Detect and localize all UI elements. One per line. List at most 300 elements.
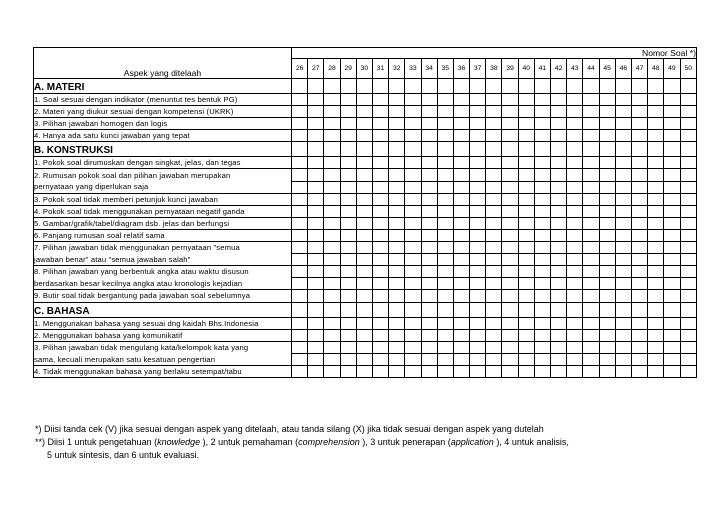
check-cell[interactable] — [356, 118, 372, 130]
check-cell[interactable] — [680, 302, 696, 317]
check-cell[interactable] — [680, 290, 696, 302]
check-cell[interactable] — [389, 242, 405, 254]
check-cell[interactable] — [292, 79, 308, 94]
check-cell[interactable] — [631, 254, 647, 266]
check-cell[interactable] — [680, 365, 696, 377]
check-cell[interactable] — [389, 205, 405, 217]
check-cell[interactable] — [372, 157, 388, 169]
check-cell[interactable] — [631, 242, 647, 254]
check-cell[interactable] — [437, 242, 453, 254]
check-cell[interactable] — [372, 278, 388, 290]
check-cell[interactable] — [502, 329, 518, 341]
check-cell[interactable] — [356, 169, 372, 181]
check-cell[interactable] — [648, 365, 664, 377]
check-cell[interactable] — [664, 278, 680, 290]
check-cell[interactable] — [631, 118, 647, 130]
check-cell[interactable] — [599, 254, 615, 266]
check-cell[interactable] — [470, 266, 486, 278]
check-cell[interactable] — [356, 217, 372, 229]
check-cell[interactable] — [405, 130, 421, 142]
check-cell[interactable] — [389, 229, 405, 241]
check-cell[interactable] — [502, 242, 518, 254]
check-cell[interactable] — [340, 317, 356, 329]
check-cell[interactable] — [648, 193, 664, 205]
check-cell[interactable] — [631, 290, 647, 302]
check-cell[interactable] — [631, 266, 647, 278]
check-cell[interactable] — [292, 118, 308, 130]
check-cell[interactable] — [356, 106, 372, 118]
check-cell[interactable] — [470, 254, 486, 266]
check-cell[interactable] — [421, 79, 437, 94]
check-cell[interactable] — [599, 317, 615, 329]
check-cell[interactable] — [324, 130, 340, 142]
check-cell[interactable] — [405, 290, 421, 302]
check-cell[interactable] — [583, 130, 599, 142]
check-cell[interactable] — [631, 278, 647, 290]
check-cell[interactable] — [648, 106, 664, 118]
check-cell[interactable] — [583, 365, 599, 377]
check-cell[interactable] — [599, 169, 615, 181]
check-cell[interactable] — [648, 266, 664, 278]
check-cell[interactable] — [453, 79, 469, 94]
check-cell[interactable] — [308, 278, 324, 290]
check-cell[interactable] — [502, 353, 518, 365]
check-cell[interactable] — [356, 341, 372, 353]
check-cell[interactable] — [664, 142, 680, 157]
check-cell[interactable] — [437, 142, 453, 157]
check-cell[interactable] — [324, 302, 340, 317]
check-cell[interactable] — [389, 106, 405, 118]
check-cell[interactable] — [372, 181, 388, 193]
check-cell[interactable] — [324, 118, 340, 130]
check-cell[interactable] — [599, 106, 615, 118]
check-cell[interactable] — [583, 142, 599, 157]
check-cell[interactable] — [518, 130, 534, 142]
check-cell[interactable] — [534, 302, 550, 317]
check-cell[interactable] — [551, 169, 567, 181]
check-cell[interactable] — [437, 217, 453, 229]
check-cell[interactable] — [518, 79, 534, 94]
check-cell[interactable] — [389, 266, 405, 278]
check-cell[interactable] — [308, 142, 324, 157]
check-cell[interactable] — [502, 205, 518, 217]
check-cell[interactable] — [518, 329, 534, 341]
check-cell[interactable] — [470, 169, 486, 181]
check-cell[interactable] — [389, 193, 405, 205]
check-cell[interactable] — [615, 94, 631, 106]
check-cell[interactable] — [308, 229, 324, 241]
check-cell[interactable] — [583, 79, 599, 94]
check-cell[interactable] — [615, 242, 631, 254]
check-cell[interactable] — [340, 142, 356, 157]
check-cell[interactable] — [453, 118, 469, 130]
check-cell[interactable] — [470, 157, 486, 169]
check-cell[interactable] — [421, 130, 437, 142]
check-cell[interactable] — [453, 329, 469, 341]
check-cell[interactable] — [324, 106, 340, 118]
check-cell[interactable] — [470, 94, 486, 106]
check-cell[interactable] — [664, 157, 680, 169]
check-cell[interactable] — [486, 205, 502, 217]
check-cell[interactable] — [453, 169, 469, 181]
check-cell[interactable] — [405, 142, 421, 157]
check-cell[interactable] — [486, 118, 502, 130]
check-cell[interactable] — [421, 341, 437, 353]
check-cell[interactable] — [599, 242, 615, 254]
check-cell[interactable] — [551, 229, 567, 241]
check-cell[interactable] — [518, 290, 534, 302]
check-cell[interactable] — [340, 94, 356, 106]
check-cell[interactable] — [470, 341, 486, 353]
check-cell[interactable] — [324, 278, 340, 290]
check-cell[interactable] — [534, 94, 550, 106]
check-cell[interactable] — [615, 254, 631, 266]
check-cell[interactable] — [534, 290, 550, 302]
check-cell[interactable] — [502, 130, 518, 142]
check-cell[interactable] — [453, 365, 469, 377]
check-cell[interactable] — [421, 290, 437, 302]
check-cell[interactable] — [308, 242, 324, 254]
check-cell[interactable] — [680, 217, 696, 229]
check-cell[interactable] — [502, 94, 518, 106]
check-cell[interactable] — [534, 329, 550, 341]
check-cell[interactable] — [648, 181, 664, 193]
check-cell[interactable] — [292, 193, 308, 205]
check-cell[interactable] — [664, 217, 680, 229]
check-cell[interactable] — [583, 278, 599, 290]
check-cell[interactable] — [389, 169, 405, 181]
check-cell[interactable] — [308, 94, 324, 106]
check-cell[interactable] — [421, 302, 437, 317]
check-cell[interactable] — [405, 278, 421, 290]
check-cell[interactable] — [615, 341, 631, 353]
check-cell[interactable] — [664, 193, 680, 205]
check-cell[interactable] — [292, 278, 308, 290]
check-cell[interactable] — [437, 317, 453, 329]
check-cell[interactable] — [534, 266, 550, 278]
check-cell[interactable] — [615, 157, 631, 169]
check-cell[interactable] — [551, 353, 567, 365]
check-cell[interactable] — [308, 266, 324, 278]
check-cell[interactable] — [664, 365, 680, 377]
check-cell[interactable] — [453, 290, 469, 302]
check-cell[interactable] — [421, 193, 437, 205]
check-cell[interactable] — [389, 329, 405, 341]
check-cell[interactable] — [389, 302, 405, 317]
check-cell[interactable] — [372, 266, 388, 278]
check-cell[interactable] — [340, 169, 356, 181]
check-cell[interactable] — [356, 254, 372, 266]
check-cell[interactable] — [405, 229, 421, 241]
check-cell[interactable] — [664, 317, 680, 329]
check-cell[interactable] — [583, 290, 599, 302]
check-cell[interactable] — [599, 290, 615, 302]
check-cell[interactable] — [421, 217, 437, 229]
check-cell[interactable] — [308, 157, 324, 169]
check-cell[interactable] — [680, 94, 696, 106]
check-cell[interactable] — [664, 290, 680, 302]
check-cell[interactable] — [470, 278, 486, 290]
check-cell[interactable] — [518, 217, 534, 229]
check-cell[interactable] — [615, 217, 631, 229]
check-cell[interactable] — [292, 106, 308, 118]
check-cell[interactable] — [308, 341, 324, 353]
check-cell[interactable] — [551, 181, 567, 193]
check-cell[interactable] — [405, 106, 421, 118]
check-cell[interactable] — [389, 365, 405, 377]
check-cell[interactable] — [389, 79, 405, 94]
check-cell[interactable] — [437, 181, 453, 193]
check-cell[interactable] — [664, 79, 680, 94]
check-cell[interactable] — [648, 329, 664, 341]
check-cell[interactable] — [372, 229, 388, 241]
check-cell[interactable] — [470, 130, 486, 142]
check-cell[interactable] — [518, 341, 534, 353]
check-cell[interactable] — [486, 157, 502, 169]
check-cell[interactable] — [599, 130, 615, 142]
check-cell[interactable] — [534, 254, 550, 266]
check-cell[interactable] — [324, 217, 340, 229]
check-cell[interactable] — [551, 242, 567, 254]
check-cell[interactable] — [551, 94, 567, 106]
check-cell[interactable] — [583, 205, 599, 217]
check-cell[interactable] — [292, 130, 308, 142]
check-cell[interactable] — [648, 142, 664, 157]
check-cell[interactable] — [421, 353, 437, 365]
check-cell[interactable] — [599, 365, 615, 377]
check-cell[interactable] — [567, 181, 583, 193]
check-cell[interactable] — [599, 94, 615, 106]
check-cell[interactable] — [486, 79, 502, 94]
check-cell[interactable] — [518, 157, 534, 169]
check-cell[interactable] — [599, 157, 615, 169]
check-cell[interactable] — [292, 317, 308, 329]
check-cell[interactable] — [470, 302, 486, 317]
check-cell[interactable] — [308, 79, 324, 94]
check-cell[interactable] — [340, 229, 356, 241]
check-cell[interactable] — [486, 365, 502, 377]
check-cell[interactable] — [534, 353, 550, 365]
check-cell[interactable] — [470, 118, 486, 130]
check-cell[interactable] — [551, 217, 567, 229]
check-cell[interactable] — [308, 353, 324, 365]
check-cell[interactable] — [664, 94, 680, 106]
check-cell[interactable] — [437, 302, 453, 317]
check-cell[interactable] — [567, 193, 583, 205]
check-cell[interactable] — [437, 278, 453, 290]
check-cell[interactable] — [340, 329, 356, 341]
check-cell[interactable] — [292, 341, 308, 353]
check-cell[interactable] — [437, 229, 453, 241]
check-cell[interactable] — [631, 193, 647, 205]
check-cell[interactable] — [356, 302, 372, 317]
check-cell[interactable] — [567, 278, 583, 290]
check-cell[interactable] — [615, 365, 631, 377]
check-cell[interactable] — [648, 217, 664, 229]
check-cell[interactable] — [372, 106, 388, 118]
check-cell[interactable] — [356, 205, 372, 217]
check-cell[interactable] — [340, 254, 356, 266]
check-cell[interactable] — [308, 317, 324, 329]
check-cell[interactable] — [389, 94, 405, 106]
check-cell[interactable] — [389, 341, 405, 353]
check-cell[interactable] — [405, 353, 421, 365]
check-cell[interactable] — [567, 254, 583, 266]
check-cell[interactable] — [664, 181, 680, 193]
check-cell[interactable] — [631, 229, 647, 241]
check-cell[interactable] — [486, 242, 502, 254]
check-cell[interactable] — [567, 169, 583, 181]
check-cell[interactable] — [583, 118, 599, 130]
check-cell[interactable] — [631, 217, 647, 229]
check-cell[interactable] — [615, 290, 631, 302]
check-cell[interactable] — [567, 106, 583, 118]
check-cell[interactable] — [421, 317, 437, 329]
check-cell[interactable] — [664, 329, 680, 341]
check-cell[interactable] — [502, 79, 518, 94]
check-cell[interactable] — [518, 106, 534, 118]
check-cell[interactable] — [437, 365, 453, 377]
check-cell[interactable] — [421, 106, 437, 118]
check-cell[interactable] — [453, 341, 469, 353]
check-cell[interactable] — [340, 242, 356, 254]
check-cell[interactable] — [534, 157, 550, 169]
check-cell[interactable] — [648, 290, 664, 302]
check-cell[interactable] — [324, 229, 340, 241]
check-cell[interactable] — [664, 242, 680, 254]
check-cell[interactable] — [405, 169, 421, 181]
check-cell[interactable] — [372, 217, 388, 229]
check-cell[interactable] — [308, 169, 324, 181]
check-cell[interactable] — [615, 205, 631, 217]
check-cell[interactable] — [340, 118, 356, 130]
check-cell[interactable] — [502, 365, 518, 377]
check-cell[interactable] — [599, 341, 615, 353]
check-cell[interactable] — [518, 229, 534, 241]
check-cell[interactable] — [631, 169, 647, 181]
check-cell[interactable] — [486, 302, 502, 317]
check-cell[interactable] — [405, 302, 421, 317]
check-cell[interactable] — [615, 106, 631, 118]
check-cell[interactable] — [486, 169, 502, 181]
check-cell[interactable] — [648, 79, 664, 94]
check-cell[interactable] — [664, 229, 680, 241]
check-cell[interactable] — [340, 302, 356, 317]
check-cell[interactable] — [389, 254, 405, 266]
check-cell[interactable] — [680, 130, 696, 142]
check-cell[interactable] — [453, 353, 469, 365]
check-cell[interactable] — [292, 365, 308, 377]
check-cell[interactable] — [648, 341, 664, 353]
check-cell[interactable] — [502, 169, 518, 181]
check-cell[interactable] — [292, 353, 308, 365]
check-cell[interactable] — [292, 254, 308, 266]
check-cell[interactable] — [470, 205, 486, 217]
check-cell[interactable] — [664, 169, 680, 181]
check-cell[interactable] — [534, 181, 550, 193]
check-cell[interactable] — [551, 193, 567, 205]
check-cell[interactable] — [486, 229, 502, 241]
check-cell[interactable] — [372, 94, 388, 106]
check-cell[interactable] — [615, 181, 631, 193]
check-cell[interactable] — [502, 157, 518, 169]
check-cell[interactable] — [583, 217, 599, 229]
check-cell[interactable] — [372, 341, 388, 353]
check-cell[interactable] — [470, 181, 486, 193]
check-cell[interactable] — [567, 118, 583, 130]
check-cell[interactable] — [680, 229, 696, 241]
check-cell[interactable] — [518, 169, 534, 181]
check-cell[interactable] — [486, 278, 502, 290]
check-cell[interactable] — [324, 290, 340, 302]
check-cell[interactable] — [453, 142, 469, 157]
check-cell[interactable] — [421, 254, 437, 266]
check-cell[interactable] — [453, 193, 469, 205]
check-cell[interactable] — [308, 106, 324, 118]
check-cell[interactable] — [518, 205, 534, 217]
check-cell[interactable] — [680, 193, 696, 205]
check-cell[interactable] — [680, 106, 696, 118]
check-cell[interactable] — [567, 205, 583, 217]
check-cell[interactable] — [583, 193, 599, 205]
check-cell[interactable] — [599, 142, 615, 157]
check-cell[interactable] — [680, 79, 696, 94]
check-cell[interactable] — [615, 79, 631, 94]
check-cell[interactable] — [583, 169, 599, 181]
check-cell[interactable] — [405, 242, 421, 254]
check-cell[interactable] — [502, 142, 518, 157]
check-cell[interactable] — [356, 365, 372, 377]
check-cell[interactable] — [583, 106, 599, 118]
check-cell[interactable] — [502, 278, 518, 290]
check-cell[interactable] — [534, 169, 550, 181]
check-cell[interactable] — [534, 106, 550, 118]
check-cell[interactable] — [372, 142, 388, 157]
check-cell[interactable] — [680, 329, 696, 341]
check-cell[interactable] — [356, 353, 372, 365]
check-cell[interactable] — [486, 94, 502, 106]
check-cell[interactable] — [389, 317, 405, 329]
check-cell[interactable] — [615, 266, 631, 278]
check-cell[interactable] — [599, 205, 615, 217]
check-cell[interactable] — [437, 79, 453, 94]
check-cell[interactable] — [502, 254, 518, 266]
check-cell[interactable] — [567, 130, 583, 142]
check-cell[interactable] — [583, 329, 599, 341]
check-cell[interactable] — [518, 365, 534, 377]
check-cell[interactable] — [372, 242, 388, 254]
check-cell[interactable] — [534, 205, 550, 217]
check-cell[interactable] — [599, 79, 615, 94]
check-cell[interactable] — [372, 329, 388, 341]
check-cell[interactable] — [421, 329, 437, 341]
check-cell[interactable] — [437, 266, 453, 278]
check-cell[interactable] — [599, 193, 615, 205]
check-cell[interactable] — [567, 317, 583, 329]
check-cell[interactable] — [308, 302, 324, 317]
check-cell[interactable] — [518, 142, 534, 157]
check-cell[interactable] — [453, 302, 469, 317]
check-cell[interactable] — [615, 278, 631, 290]
check-cell[interactable] — [648, 130, 664, 142]
check-cell[interactable] — [680, 181, 696, 193]
check-cell[interactable] — [437, 106, 453, 118]
check-cell[interactable] — [389, 353, 405, 365]
check-cell[interactable] — [518, 94, 534, 106]
check-cell[interactable] — [389, 278, 405, 290]
check-cell[interactable] — [567, 365, 583, 377]
check-cell[interactable] — [421, 169, 437, 181]
